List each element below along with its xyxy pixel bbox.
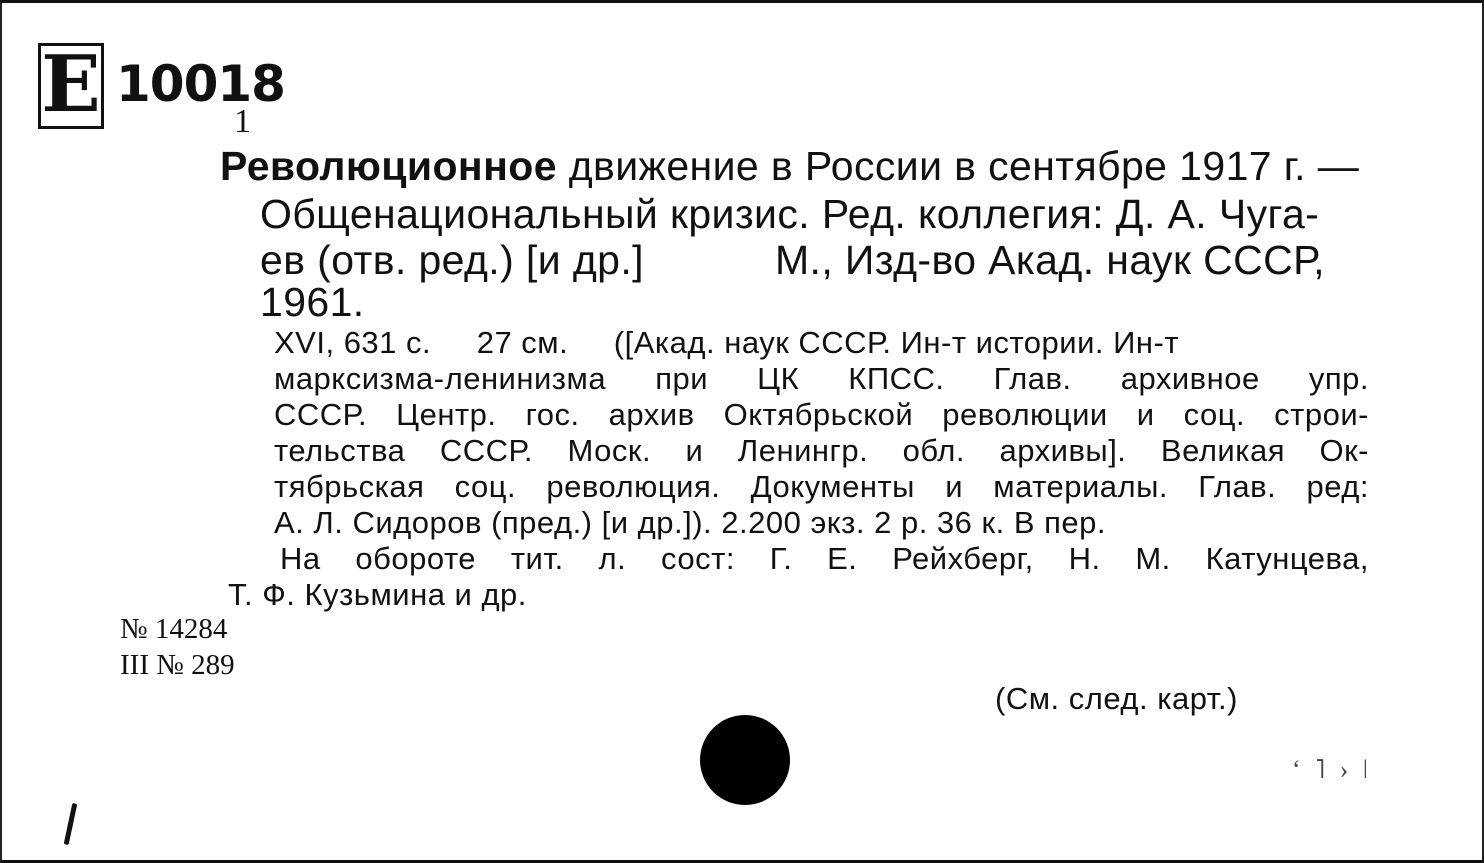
description-line-5-text: тябрьская соц. революция. Документы и материалы. Глав. ред: (274, 469, 1369, 504)
catalog-number: № 14284 (120, 613, 228, 645)
description-line-2 (274, 361, 1369, 397)
registry-number: III № 289 (120, 649, 235, 681)
title-line-2: Общенациональный кризис. Ред. коллегия: Д. А. Чуга- (260, 191, 1320, 237)
description-line-3 (274, 397, 1369, 433)
continuation-note: (См. след. карт.) (995, 681, 1238, 716)
faint-scan-marks: ʻ ˥ › ǀ (1292, 755, 1372, 784)
description-line-4 (274, 433, 1369, 469)
description-line-3-text: СССР. Центр. гос. архив Октябрьской революции и соц. строи- (274, 397, 1369, 432)
stamp-letter: E (38, 43, 104, 129)
pen-stroke-mark (64, 803, 78, 845)
title-year: 1961. (260, 279, 365, 325)
punch-hole (700, 715, 790, 805)
description-line-4-text: тельства СССР. Моск. и Ленингр. обл. архивы]. Великая Ок- (274, 433, 1369, 468)
description-line-7 (280, 541, 1369, 577)
description-line-1: XVI, 631 с. 27 см. ([Акад. наук СССР. Ин-т истории. Ин-т (274, 325, 1180, 360)
stamp-number: 10018 (116, 55, 285, 113)
title-line-1-rest: движение в России в сентябре 1917 г. — (556, 143, 1360, 189)
description-line-7-text: На обороте тит. л. сост: Г. Е. Рейхберг, Н. М. Катунцева, (280, 541, 1369, 576)
title-editors: ев (отв. ред.) [и др.] (260, 237, 644, 283)
title-line-3 (260, 237, 1325, 284)
section-number: 1 (234, 103, 251, 140)
title-heading-word: Революционное (220, 143, 557, 189)
title-line-1 (220, 143, 1359, 190)
description-line-5 (274, 469, 1369, 505)
description-line-8: Т. Ф. Кузьмина и др. (228, 577, 527, 612)
description-line-2-text: марксизма-ленинизма при ЦК КПСС. Глав. архивное упр. (274, 361, 1369, 396)
description-line-6: А. Л. Сидоров (пред.) [и др.]). 2.200 экз. 2 р. 36 к. В пер. (274, 505, 1106, 540)
title-publisher: М., Изд-во Акад. наук СССР, (775, 237, 1325, 283)
